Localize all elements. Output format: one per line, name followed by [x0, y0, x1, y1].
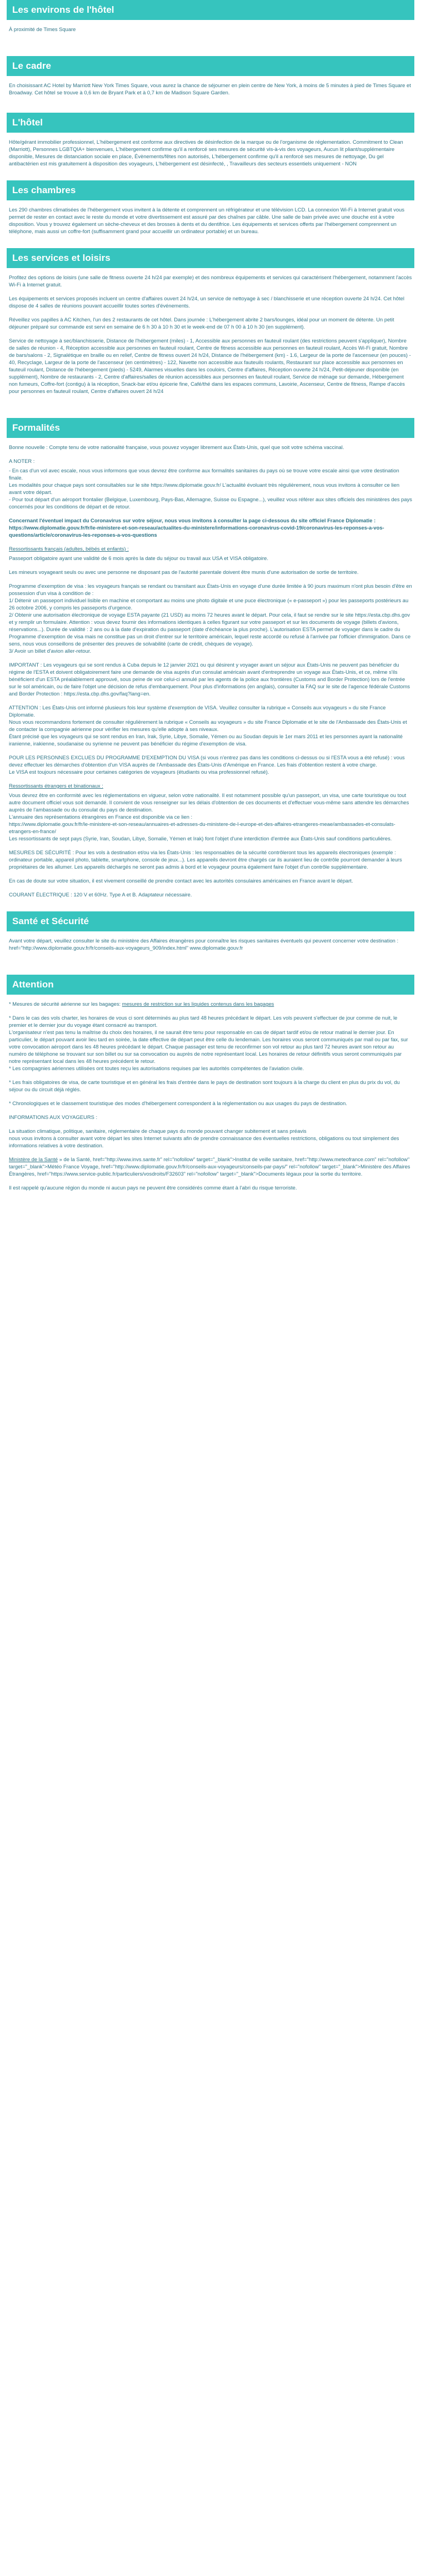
section-title: Attention [7, 975, 414, 995]
paragraph: POUR LES PERSONNES EXCLUES DU PROGRAMME D'EXEMPTION DU VISA (si vous n'entrez pas dans les conditions ci-dessus ou si l'ESTA vous a été refusé) : vous devez effectuer les démarches d'obtention d'un VISA auprès de l'Ambassade des États-Unis d'Amérique en France. Les frais d'obtention restent à votre charge. Le VISA est toujours nécessaire pour certaines catégories de voyageurs (étudiants ou visa professionnel refusé). [9, 754, 405, 775]
section-title: Santé et Sécurité [7, 911, 414, 931]
paragraph: Les équipements et services proposés incluent un centre d'affaires ouvert 24 h/24, un service de nettoyage à sec / blanchisserie et une réception ouverte 24 h/24. Cet hôtel dispose de 4 salles de réunions pouvant accueillir toutes sortes d'événements. [9, 295, 406, 309]
section-title: Le cadre [7, 56, 414, 76]
paragraph: Les 290 chambres climatisées de l'hébergement vous invitent à la détente et comprennent un réfrigérateur et une télévision LCD. La connexion Wi-Fi à Internet gratuit vous permet de rester en contact avec le reste du monde et votre divertissement est assuré par des chaînes par câble. Une salle de bain privée avec une douche est à votre disposition. Vous y trouvez également un sèche-cheveux et des brosses à dents et du dentifrice. Les équipements et services offerts par l'hébergement comprennent un téléphone, mais aussi un coffre-fort (suffisamment grand pour accueillir un ordinateur portable) et un bureau. [9, 206, 406, 234]
paragraph: Ressortissants français (adultes, bébés et enfants) : [9, 546, 129, 552]
paragraph: À proximité de Times Square [9, 26, 76, 32]
paragraph: Bonne nouvelle : Compte tenu de votre nationalité française, vous pouvez voyager librement aux États-Unis, quel que soit votre schéma vaccinal. [9, 444, 344, 450]
section-body [7, 438, 414, 911]
paragraph: Il est rappelé qu'aucune région du monde ni aucun pays ne peuvent être considérés comme étant à l'abri du risque terroriste. [9, 1184, 297, 1191]
paragraph: IMPORTANT : Les voyageurs qui se sont rendus à Cuba depuis le 12 janvier 2021 ou qui désirent y voyager avant un séjour aux États-Unis ne peuvent pas bénéficier du régime de l'ESTA et doivent obligatoirement faire une demande de visa auprès d'un consulat américain avant d'entreprendre un voyage aux États-Unis, et ce, même s'ils bénéficient d'un ESTA préalablement approuvé, sous peine de voir celui-ci annulé par les agents de la police aux frontières (Customs and Border Protection) lors de l'entrée sur le sol américain, ou de faire l'objet une décision de refus d'embarquement. Pour plus d'informations (en anglais), consulter la FAQ sur le site de l'agence fédérale Customs and Border Protection : https://esta.cbp.dhs.gov/faq?lang=en. [9, 662, 412, 697]
section-body [7, 268, 414, 408]
paragraph: Les mineurs voyageant seuls ou avec une personne ne disposant pas de l'autorité parentale doivent être munis d'une autorisation de sortie de territoire. [9, 569, 359, 575]
section-title: Les services et loisirs [7, 248, 414, 268]
section-body [7, 995, 414, 1204]
paragraph: Service de nettoyage à sec/blanchisserie, Distance de l'hébergement (miles) - 1, Accessible aux personnes en fauteuil roulant (des restrictions peuvent s'appliquer), Nombre de salles de réunion - 4, Réception accessible aux personnes en fauteuil roulant, Centre de fitness accessible aux personnes en fauteuil roulant, Accès Wi-Fi gratuit, Nombre de bars/salons - 2, Signalétique en braille ou en relief, Centre de fitness ouvert 24 h/24, Distance de l'hébergement (km) - 1.6, Largeur de la porte de l'ascenseur (en pouces) - 40, Recyclage, Largeur de la porte de l'ascenseur (en centimètres) - 122, Navette non accessible aux fauteuils roulants, Restaurant sur place accessible aux personnes en fauteuil roulant, Distance de l'hébergement (pieds) - 5249, Alarmes visuelles dans les couloirs, Centre d'affaires, Réception ouverte 24 h/24, Petit-déjeuner disponible (en supplément), Nombre de restaurants - 2, Centre d'affaires/salles de réunion accessibles aux personnes en fauteuil roulant, Service de ménage sur demande, Hébergement non fumeurs, Coffre-fort (contigu) à la réception, Snack-bar et/ou épicerie fine, Café/thé dans les espaces communs, Lavoirie, Ascenseur, Centre de fitness, Rampe d'accès pour personnes en fauteuil roulant, Centre d'affaires ouvert 24 h/24 [9, 337, 413, 394]
paragraph [9, 1000, 412, 1007]
paragraph: A NOTER : [9, 458, 35, 464]
paragraph: * Les frais obligatoires de visa, de carte touristique et en général les frais d'entrée dans le pays de destination sont toujours à la charge du client en plus du prix du vol, du séjour ou du circuit déjà réglés. [9, 1079, 402, 1092]
section-formalites [0, 418, 421, 911]
section-body [7, 133, 414, 180]
paragraph: Vous devrez être en conformité avec les réglementations en vigueur, selon votre nationalité. Il est notamment possible qu'un passeport, un visa, une carte touristique ou tout autre document officiel vous soit demandé. Il convient de vous renseigner sur les délais d'obtention de ces documents et d'effectuer vous-même sans attendre les démarches auprès de l'ambassade ou du consulat du pays de destination. L'annuaire des représentations étrangères en France est disponible via ce lien : https://www.diplomatie.gouv.fr/fr/le-ministere-et-son-reseau/annuaires-et-adresses-du-ministere-de-l-europe-et-des-affaires-etrangeres-meae/ambassades-et-consulats-etrangers-en-france/ Les ressortissants de sept pays (Syrie, Iran, Soudan, Libye, Somalie, Yémen et Irak) font l'objet d'une interdiction d'entrée aux États-Unis sauf conditions particulières. [9, 792, 409, 841]
paragraph: ATTENTION : Les États-Unis ont informé plusieurs fois leur système d'exemption de VISA. Veuillez consulter la rubrique « Conseils aux voyageurs » du site France Diplomatie. Nous vous recommandons fortement de consulter régulièrement la rubrique « Conseils au voyageurs » du site France Diplomatie et le site de l'Ambassade des États-Unis et de contacter la compagnie aérienne pour vérifier les mesures qu'elle adopte à ses niveaux. Étant précisé que les voyageurs qui se sont rendus en Iran, Irak, Syrie, Libye, Somalie, Yémen ou au Soudan depuis le 1er mars 2011 et les personnes ayant la nationalité iranienne, irakienne, soudanaise ou syrienne ne peuvent pas bénéficier du régime d'exemption de visa. [9, 704, 407, 747]
section-body [7, 76, 414, 109]
paragraph: COURANT ÉLECTRIQUE : 120 V et 60Hz. Type A et B. Adaptateur nécessaire. [9, 891, 192, 898]
section-title: Les chambres [7, 180, 414, 200]
section-body [7, 20, 414, 46]
paragraph: * Chronologiques et le classement touristique des modes d'hébergement correspondent à la réglementation ou aux usages du pays de destination. [9, 1100, 347, 1106]
paragraph: Avant votre départ, veuillez consulter le site du ministère des Affaires étrangères pour connaître les risques sanitaires éventuels qui peuvent concerner votre destination : href="http://www.diplomatie.gouv.fr/fr/conseils-aux-voyageurs_909/index.html" www.diplomatie.gouv.fr [9, 937, 400, 951]
paragraph: Passeport obligatoire ayant une validité de 6 mois après la date du séjour ou travail aux USA et VISA obligatoire. [9, 555, 268, 561]
paragraph-text: * Mesures de sécurité aérienne sur les bagages: [9, 1001, 122, 1007]
section-title: Les environs de l'hôtel [7, 0, 414, 20]
paragraph: Concernant l'éventuel impact du Coronavirus sur votre séjour, nous vous invitons à consulter la page ci-dessous du site officiel France Diplomatie : https://www.diplomatie.gouv.fr/fr/le-ministere-et-son-reseau/actualites-du-ministere/informations-coronavirus-covid-19/coronavirus-les-reponses-a-vos-questions/article/coronavirus-les-reponses-a-vos-questions [9, 517, 384, 538]
page [0, 0, 421, 1204]
section-hotel [0, 113, 421, 180]
section-sante [0, 911, 421, 965]
paragraph: Programme d'exemption de visa : les voyageurs français se rendant ou transitant aux États-Unis en voyage d'une durée limitée à 90 jours maximum n'ont plus besoin d'être en possession d'un visa à condition de : 1/ Détenir un passeport individuel lisible en machine et comportant au moins une photo digitale et une puce électronique (« e-passeport ») pour les passeports postérieurs au 26 octobre 2006, y compris les passeports d'urgence. 2/ Obtenir une autorisation électronique de voyage ESTA payante (21 USD) au moins 72 heures avant le départ. Pour cela, il faut se rendre sur le site https://esta.cbp.dhs.gov et y remplir un formulaire. Attention : vous devez fournir des informations identiques à celles figurant sur votre passeport et sur les documents de voyage (billets d'avions, réservations...). Durée de validité : 2 ans ou à la date d'expiration du passeport (date d'échéance la plus proche). L'autorisation ESTA permet de voyager dans le cadre du Programme d'exemption de visa mais ne constitue pas un droit d'entrer sur le territoire américain, lequel reste accordé ou refusé à l'arrivée par l'officier d'immigration. Dans ce sens, nous vous conseillons de présenter des preuves de solvabilité (carte de crédit, chèques de voyage). 3/ Avoir un billet d'avion aller-retour. [9, 583, 412, 654]
link[interactable]: mesures de restriction sur les liquides contenus dans les bagages [122, 1001, 274, 1007]
paragraph: - En cas d'un vol avec escale, nous vous informons que vous devrez être conforme aux formalités sanitaires du pays où se trouve votre escale ainsi que votre destination finale. Les modalités pour chaque pays sont consultables sur le site https://www.diplomatie.gouv.fr/ L'actualité évoluant très régulièrement, nous vous invitons à consulter ce lien avant votre départ. - Pour tout départ d'un aéroport frontalier (Belgique, Luxembourg, Pays-Bas, Allemagne, Suisse ou Espagne...), veuillez vous référer aux sites officiels des ministères des pays concernés pour les conditions de départ et de retour. [9, 467, 412, 510]
paragraph: * Dans le cas des vols charter, les horaires de vous ci sont déterminés au plus tard 48 heures précédant le départ. Les vols peuvent s'effectuer de jour comme de nuit, le premier et le dernier jour du voyage étant consacré au transport. L'organisateur n'est pas tenu la maîtrise du choix des horaires, il ne saurait être tenu pour responsable en cas de départ tardif et/ou de retour matinal le dernier jour. En particulier, le départ pouvant avoir lieu tard en soirée, la date effective de départ peut être celle du lendemain. Les horaires vous seront communiqués par mail ou par fax, sur votre convocation aéroport dans les 48 heures précédant le départ. Chaque passager est tenu de reconfirmer son vol retour au plus tard 72 heures avant son retour au numéro de téléphone se trouvant sur son billet ou sur sa convocation ou auprès de notre représentant local. Les horaires de retour définitifs vous seront communiqués par notre représentant local dans les 48 heures précédent le retour. * Les compagnies aériennes utilisées ont toutes reçu les autorisations requises par les autorités compétentes de l'aviation civile. [9, 1015, 408, 1071]
paragraph: Profitez des options de loisirs (une salle de fitness ouverte 24 h/24 par exemple) et des nombreux équipements et services qui caractérisent l'hébergement, notamment l'accès Wi-Fi à Internet gratuit. [9, 274, 413, 288]
section-title: L'hôtel [7, 113, 414, 133]
section-attention [0, 975, 421, 1204]
paragraph: En choisissant AC Hotel by Marriott New York Times Square, vous aurez la chance de séjourner en plein centre de New York, à moins de 5 minutes à pied de Times Square et Broadway. Cet hôtel se trouve à 0,6 km de Bryant Park et à 0,7 km de Madison Square Garden. [9, 82, 413, 95]
paragraph: Ressortissants étrangers et binationaux : [9, 783, 103, 789]
paragraph: En cas de doute sur votre situation, il est vivement conseillé de prendre contact avec les autorités consulaires américaines en France avant le départ. [9, 878, 353, 884]
section-title: Formalités [7, 418, 414, 438]
section-chambres [0, 180, 421, 248]
section-environs [0, 0, 421, 46]
link[interactable]: Ministère de la Santé [9, 1156, 58, 1162]
paragraph: Hôte/gérant immobilier professionnel, L'hébergement est conforme aux directives de désinfection de la marque ou de l'organisme de réglementation. Commitment to Clean (Marriott), Personnes LGBTQIA+ bienvenues, L'hébergement confirme qu'il a renforcé ses mesures de sécurité vis-à-vis des voyageurs, Aucun lit pliant/supplémentaire disponible, Mesures de distanciation sociale en place, Évènements/fêtes non autorisés, L'hébergement confirme qu'il a renforcé ses mesures de nettoyage, Du gel antibactérien est mis gratuitement à disposition des voyageurs, L'hébergement est désinfecté, , Travailleurs des secteurs essentiels uniquement - NON [9, 139, 405, 167]
section-body [7, 200, 414, 248]
section-cadre [0, 56, 421, 109]
section-loisirs [0, 248, 421, 408]
paragraph-text: » de la Santé, href="http://www.invs.sante.fr" rel="nofollow" target="_blank">Institut de veille sanitaire, href="http://www.meteofrance.com" rel="nofollow" target="_blank">Météo France Voyage, href="http://www.diplomatie.gouv.fr/fr/conseils-aux-voyageurs/conseils-par-pays/" rel="nofollow" target="_blank">Ministère des Affaires Étrangères, href="https://www.service-public.fr/particuliers/vosdroits/F32603" rel="nofollow" target="_blank">Documents légaux pour la sortie du territoire. [9, 1156, 412, 1177]
paragraph [9, 1156, 412, 1177]
paragraph: MESURES DE SÉCURITÉ : Pour les vols à destination et/ou via les États-Unis : les responsables de la sécurité contrôleront tous les appareils électroniques (exemple : ordinateur portable, appareil photo, tablette, smartphone, console de jeux...). Les appareils devront être chargés car ils auraient lieu de contrôle pourront demander à leurs propriétaires de les allumer. Les appareils déchargés ne seront pas admis à bord et le voyageur pourra également faire l'objet d'un contrôle supplémentaire. [9, 849, 404, 870]
paragraph: INFORMATIONS AUX VOYAGEURS : [9, 1114, 98, 1120]
section-body [7, 931, 414, 965]
paragraph: La situation climatique, politique, sanitaire, réglementaire de chaque pays du monde pouvant changer subitement et sans préavis nous vous invitons à consulter avant votre départ les sites Internet suivants afin de prendre connaissance des éventuelles restrictions, obligations ou tout simplement des informations relatives à votre destination. [9, 1128, 399, 1148]
paragraph: Réveillez vos papilles à AC Kitchen, l'un des 2 restaurants de cet hôtel. Dans journée : L'hébergement abrite 2 bars/lounges, idéal pour un moment de détente. Un petit déjeuner préparé sur commande est servi en semaine de 6 h 30 à 10 h 30 et le week-end de 07 h 00 à 10 h 30 (en supplément). [9, 316, 396, 330]
